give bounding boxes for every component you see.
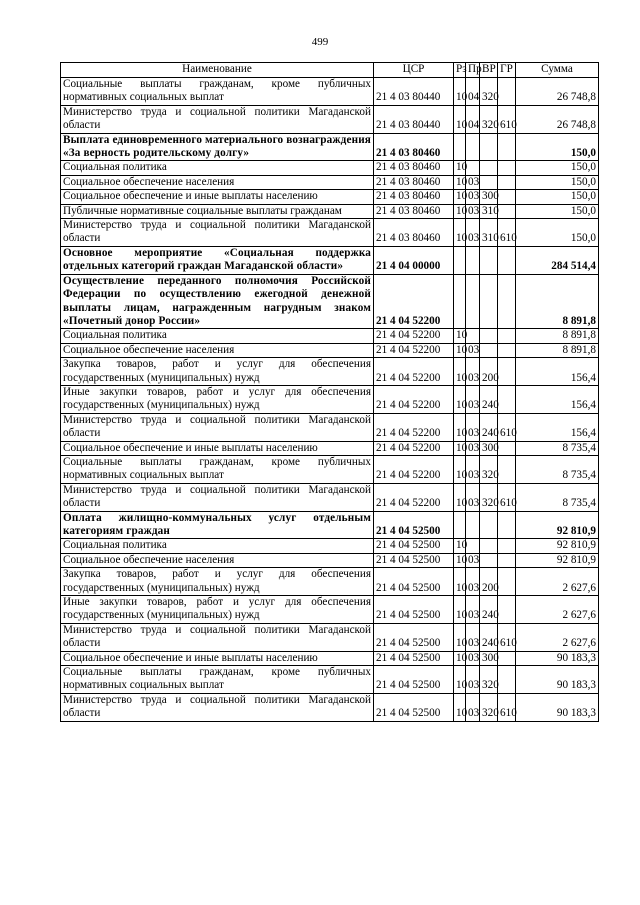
- cell-gr: [498, 133, 516, 161]
- cell-gr: [498, 568, 516, 596]
- cell-pr: 04: [466, 105, 480, 133]
- cell-csr: 21 4 03 80460: [374, 161, 454, 175]
- cell-csr: 21 4 04 52200: [374, 385, 454, 413]
- table-row: [61, 204, 599, 218]
- cell-gr: [498, 358, 516, 386]
- cell-rz: 10: [454, 219, 466, 247]
- cell-vr: [480, 553, 498, 567]
- table-row: [61, 483, 599, 511]
- cell-gr: 610: [498, 219, 516, 247]
- header-vr: ВР: [480, 63, 498, 78]
- cell-sum: 156,4: [516, 413, 599, 441]
- cell-gr: [498, 161, 516, 175]
- cell-name: Министерство труда и социальной политики Магаданской области: [61, 693, 374, 721]
- cell-rz: 10: [454, 666, 466, 694]
- cell-vr: 300: [480, 651, 498, 665]
- table-row: [61, 441, 599, 455]
- header-gr: ГР: [498, 63, 516, 78]
- cell-gr: [498, 385, 516, 413]
- cell-pr: 03: [466, 358, 480, 386]
- cell-rz: 10: [454, 78, 466, 106]
- table-row: [61, 385, 599, 413]
- cell-gr: [498, 441, 516, 455]
- cell-vr: [480, 175, 498, 189]
- cell-csr: 21 4 04 52500: [374, 511, 454, 539]
- cell-sum: 8 735,4: [516, 455, 599, 483]
- cell-csr: 21 4 04 52200: [374, 455, 454, 483]
- cell-vr: 310: [480, 204, 498, 218]
- cell-vr: 240: [480, 385, 498, 413]
- cell-rz: [454, 274, 466, 329]
- cell-name: Иные закупки товаров, работ и услуг для обеспечения государственных (муниципальных) нужд: [61, 385, 374, 413]
- cell-csr: 21 4 04 52500: [374, 693, 454, 721]
- cell-csr: 21 4 04 52200: [374, 358, 454, 386]
- cell-name: Осуществление переданного полномочия Российской Федерации по осуществлению ежегодной денежной выплаты лицам, награжденным нагрудным знаком «Почетный донор России»: [61, 274, 374, 329]
- cell-name: Министерство труда и социальной политики Магаданской области: [61, 105, 374, 133]
- cell-name: Министерство труда и социальной политики Магаданской области: [61, 483, 374, 511]
- cell-pr: 03: [466, 568, 480, 596]
- table-row: [61, 105, 599, 133]
- cell-csr: 21 4 04 52500: [374, 666, 454, 694]
- cell-pr: [466, 246, 480, 274]
- cell-name: Социальное обеспечение и иные выплаты населению: [61, 190, 374, 204]
- cell-name: Социальные выплаты гражданам, кроме публичных нормативных социальных выплат: [61, 666, 374, 694]
- cell-gr: 610: [498, 413, 516, 441]
- cell-sum: 156,4: [516, 358, 599, 386]
- cell-rz: 10: [454, 651, 466, 665]
- table-row: [61, 190, 599, 204]
- table-row: [61, 343, 599, 357]
- cell-sum: 90 183,3: [516, 651, 599, 665]
- cell-name: Закупка товаров, работ и услуг для обеспечения государственных (муниципальных) нужд: [61, 358, 374, 386]
- cell-rz: 10: [454, 204, 466, 218]
- cell-csr: 21 4 04 52200: [374, 329, 454, 343]
- cell-csr: 21 4 04 52500: [374, 539, 454, 553]
- table-row: [61, 666, 599, 694]
- cell-csr: 21 4 04 52200: [374, 441, 454, 455]
- cell-gr: 610: [498, 623, 516, 651]
- cell-vr: [480, 161, 498, 175]
- cell-sum: 150,0: [516, 175, 599, 189]
- cell-gr: [498, 343, 516, 357]
- cell-sum: 150,0: [516, 133, 599, 161]
- cell-name: Социальная политика: [61, 539, 374, 553]
- cell-pr: 03: [466, 623, 480, 651]
- cell-pr: [466, 161, 480, 175]
- cell-name: Закупка товаров, работ и услуг для обеспечения государственных (муниципальных) нужд: [61, 568, 374, 596]
- cell-vr: 300: [480, 441, 498, 455]
- cell-pr: 03: [466, 343, 480, 357]
- cell-rz: 10: [454, 358, 466, 386]
- cell-rz: 10: [454, 329, 466, 343]
- cell-rz: 10: [454, 539, 466, 553]
- cell-csr: 21 4 04 52200: [374, 343, 454, 357]
- cell-gr: [498, 596, 516, 624]
- cell-gr: [498, 246, 516, 274]
- cell-rz: 10: [454, 343, 466, 357]
- cell-vr: [480, 539, 498, 553]
- cell-gr: [498, 511, 516, 539]
- cell-csr: 21 4 03 80460: [374, 175, 454, 189]
- cell-name: Социальное обеспечение населения: [61, 343, 374, 357]
- table-row: [61, 133, 599, 161]
- cell-sum: 284 514,4: [516, 246, 599, 274]
- cell-gr: [498, 553, 516, 567]
- table-row: [61, 455, 599, 483]
- cell-sum: 26 748,8: [516, 105, 599, 133]
- cell-sum: 92 810,9: [516, 539, 599, 553]
- table-row: [61, 623, 599, 651]
- cell-pr: [466, 274, 480, 329]
- cell-gr: 610: [498, 105, 516, 133]
- cell-vr: [480, 133, 498, 161]
- cell-vr: [480, 343, 498, 357]
- cell-csr: 21 4 03 80440: [374, 105, 454, 133]
- cell-rz: 10: [454, 623, 466, 651]
- table-row: [61, 358, 599, 386]
- cell-rz: 10: [454, 553, 466, 567]
- cell-pr: 03: [466, 596, 480, 624]
- cell-gr: [498, 175, 516, 189]
- cell-pr: 03: [466, 413, 480, 441]
- table-row: [61, 161, 599, 175]
- cell-rz: 10: [454, 105, 466, 133]
- table-row: [61, 329, 599, 343]
- cell-csr: 21 4 03 80440: [374, 78, 454, 106]
- cell-sum: 150,0: [516, 161, 599, 175]
- cell-sum: 26 748,8: [516, 78, 599, 106]
- table-row: [61, 539, 599, 553]
- cell-name: Выплата единовременного материального вознаграждения «За верность родительскому долгу»: [61, 133, 374, 161]
- cell-name: Социальная политика: [61, 329, 374, 343]
- budget-table: [60, 62, 599, 722]
- cell-sum: 2 627,6: [516, 596, 599, 624]
- cell-pr: 03: [466, 219, 480, 247]
- cell-name: Социальные выплаты гражданам, кроме публичных нормативных социальных выплат: [61, 455, 374, 483]
- cell-vr: [480, 511, 498, 539]
- cell-csr: 21 4 04 52500: [374, 623, 454, 651]
- cell-sum: 8 891,8: [516, 274, 599, 329]
- cell-rz: 10: [454, 413, 466, 441]
- cell-pr: [466, 133, 480, 161]
- cell-rz: 10: [454, 161, 466, 175]
- cell-csr: 21 4 03 80460: [374, 190, 454, 204]
- cell-vr: 320: [480, 483, 498, 511]
- cell-sum: 150,0: [516, 204, 599, 218]
- header-name: Наименование: [61, 63, 374, 78]
- cell-vr: 320: [480, 666, 498, 694]
- cell-name: Социальное обеспечение и иные выплаты населению: [61, 441, 374, 455]
- table-row: [61, 78, 599, 106]
- cell-csr: 21 4 04 52500: [374, 568, 454, 596]
- table-row: [61, 568, 599, 596]
- cell-sum: 8 735,4: [516, 483, 599, 511]
- cell-sum: 90 183,3: [516, 666, 599, 694]
- cell-pr: 03: [466, 693, 480, 721]
- table-row: [61, 219, 599, 247]
- cell-name: Социальная политика: [61, 161, 374, 175]
- cell-gr: [498, 204, 516, 218]
- cell-rz: [454, 511, 466, 539]
- cell-name: Основное мероприятие «Социальная поддержка отдельных категорий граждан Магаданской области»: [61, 246, 374, 274]
- cell-pr: 03: [466, 175, 480, 189]
- cell-pr: 03: [466, 441, 480, 455]
- table-row: [61, 274, 599, 329]
- cell-vr: [480, 329, 498, 343]
- cell-rz: 10: [454, 693, 466, 721]
- cell-vr: 320: [480, 455, 498, 483]
- cell-gr: [498, 651, 516, 665]
- cell-sum: 90 183,3: [516, 693, 599, 721]
- cell-rz: 10: [454, 483, 466, 511]
- cell-name: Социальные выплаты гражданам, кроме публичных нормативных социальных выплат: [61, 78, 374, 106]
- cell-pr: 03: [466, 204, 480, 218]
- cell-csr: 21 4 03 80460: [374, 133, 454, 161]
- cell-rz: 10: [454, 190, 466, 204]
- cell-pr: [466, 329, 480, 343]
- table-row: [61, 246, 599, 274]
- table-row: [61, 596, 599, 624]
- cell-vr: 320: [480, 78, 498, 106]
- cell-sum: 156,4: [516, 385, 599, 413]
- cell-gr: [498, 455, 516, 483]
- cell-sum: 150,0: [516, 219, 599, 247]
- cell-csr: 21 4 04 52500: [374, 596, 454, 624]
- table-row: [61, 693, 599, 721]
- header-rz: Рз: [454, 63, 466, 78]
- cell-csr: 21 4 04 52500: [374, 651, 454, 665]
- cell-vr: 240: [480, 623, 498, 651]
- cell-rz: 10: [454, 596, 466, 624]
- cell-csr: 21 4 04 00000: [374, 246, 454, 274]
- table-row: [61, 413, 599, 441]
- cell-name: Министерство труда и социальной политики Магаданской области: [61, 413, 374, 441]
- cell-rz: 10: [454, 175, 466, 189]
- cell-sum: 8 891,8: [516, 329, 599, 343]
- cell-sum: 8 735,4: [516, 441, 599, 455]
- cell-vr: 320: [480, 693, 498, 721]
- cell-vr: [480, 274, 498, 329]
- cell-rz: 10: [454, 455, 466, 483]
- cell-vr: 200: [480, 568, 498, 596]
- cell-vr: 300: [480, 190, 498, 204]
- cell-rz: 10: [454, 441, 466, 455]
- cell-rz: [454, 246, 466, 274]
- cell-name: Социальное обеспечение населения: [61, 553, 374, 567]
- cell-vr: 240: [480, 596, 498, 624]
- cell-pr: 03: [466, 455, 480, 483]
- cell-pr: 03: [466, 553, 480, 567]
- table-row: [61, 651, 599, 665]
- cell-sum: 150,0: [516, 190, 599, 204]
- cell-csr: 21 4 04 52200: [374, 274, 454, 329]
- cell-csr: 21 4 03 80460: [374, 219, 454, 247]
- cell-vr: 310: [480, 219, 498, 247]
- cell-name: Социальное обеспечение и иные выплаты населению: [61, 651, 374, 665]
- cell-rz: 10: [454, 385, 466, 413]
- table-row: [61, 175, 599, 189]
- cell-gr: 610: [498, 693, 516, 721]
- cell-name: Социальное обеспечение населения: [61, 175, 374, 189]
- cell-pr: [466, 511, 480, 539]
- cell-rz: 10: [454, 568, 466, 596]
- cell-pr: [466, 539, 480, 553]
- cell-gr: [498, 666, 516, 694]
- page-number: 499: [311, 36, 329, 48]
- table-row: [61, 511, 599, 539]
- cell-pr: 03: [466, 651, 480, 665]
- table-header-row: [61, 63, 599, 78]
- cell-csr: 21 4 03 80460: [374, 204, 454, 218]
- cell-gr: [498, 78, 516, 106]
- cell-csr: 21 4 04 52200: [374, 413, 454, 441]
- cell-pr: 03: [466, 190, 480, 204]
- header-csr: ЦСР: [374, 63, 454, 78]
- cell-vr: 320: [480, 105, 498, 133]
- cell-pr: 03: [466, 385, 480, 413]
- cell-gr: [498, 329, 516, 343]
- cell-rz: [454, 133, 466, 161]
- cell-sum: 2 627,6: [516, 568, 599, 596]
- cell-gr: [498, 539, 516, 553]
- cell-sum: 8 891,8: [516, 343, 599, 357]
- cell-sum: 2 627,6: [516, 623, 599, 651]
- cell-vr: 240: [480, 413, 498, 441]
- cell-name: Министерство труда и социальной политики Магаданской области: [61, 623, 374, 651]
- cell-sum: 92 810,9: [516, 553, 599, 567]
- cell-csr: 21 4 04 52500: [374, 553, 454, 567]
- cell-vr: 200: [480, 358, 498, 386]
- cell-vr: [480, 246, 498, 274]
- header-sum: Сумма: [516, 63, 599, 78]
- cell-name: Министерство труда и социальной политики Магаданской области: [61, 219, 374, 247]
- cell-name: Иные закупки товаров, работ и услуг для обеспечения государственных (муниципальных) нужд: [61, 596, 374, 624]
- cell-gr: [498, 190, 516, 204]
- cell-gr: [498, 274, 516, 329]
- table-row: [61, 553, 599, 567]
- cell-name: Публичные нормативные социальные выплаты гражданам: [61, 204, 374, 218]
- cell-pr: 04: [466, 78, 480, 106]
- cell-pr: 03: [466, 666, 480, 694]
- cell-sum: 92 810,9: [516, 511, 599, 539]
- cell-pr: 03: [466, 483, 480, 511]
- header-pr: Пр: [466, 63, 480, 78]
- cell-gr: 610: [498, 483, 516, 511]
- cell-name: Оплата жилищно-коммунальных услуг отдельным категориям граждан: [61, 511, 374, 539]
- cell-csr: 21 4 04 52200: [374, 483, 454, 511]
